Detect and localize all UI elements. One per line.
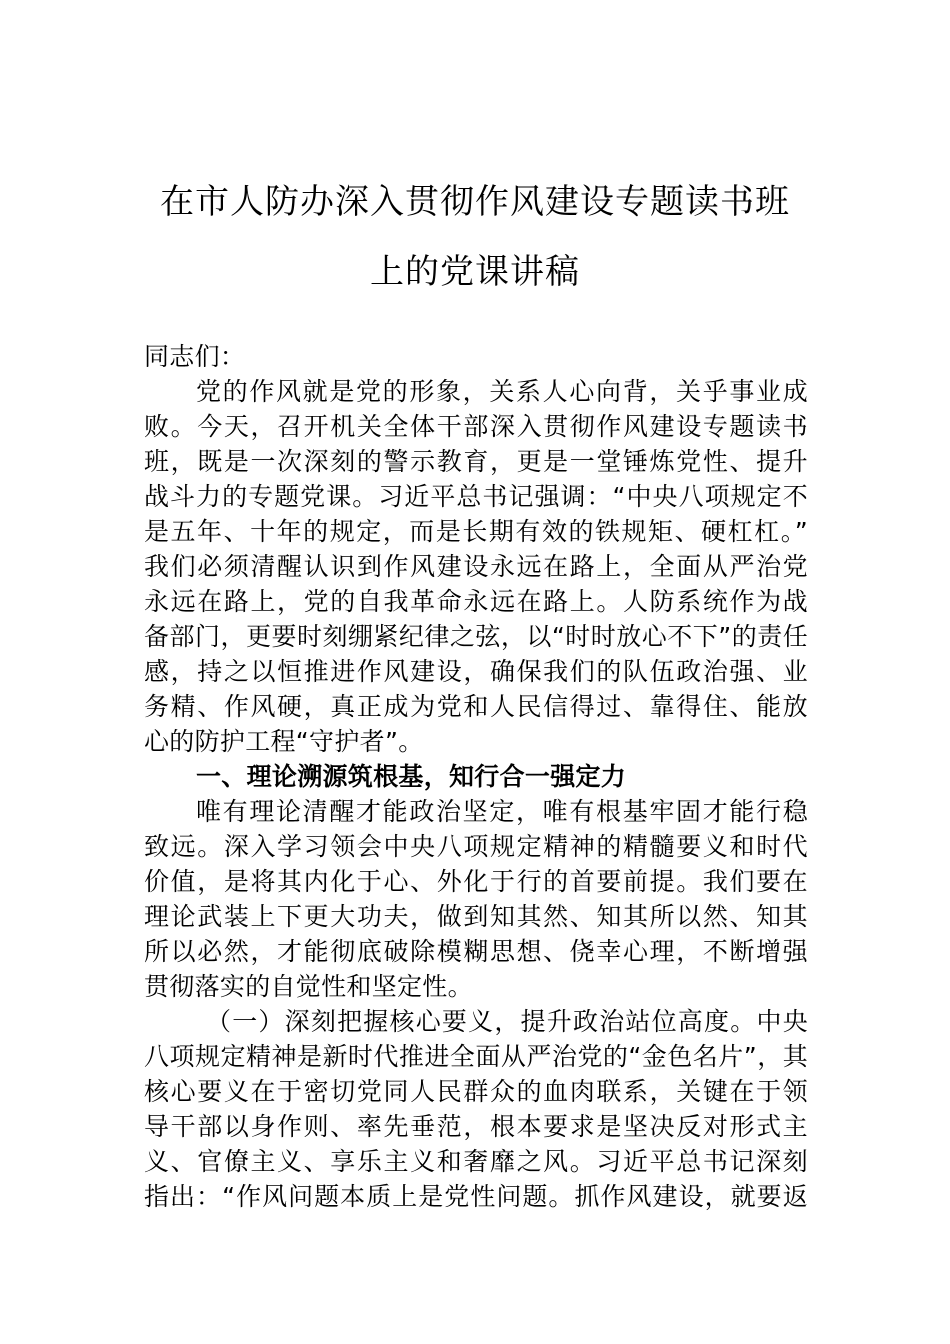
- body-line: 指出：“作风问题本质上是党性问题。抓作风建设，就要返: [144, 1182, 808, 1211]
- body-line: 所以必然，才能彻底破除模糊思想、侥幸心理，不断增强: [144, 937, 808, 966]
- body-line: 心的防护工程“守护者”。: [144, 727, 424, 756]
- body-line: 义、官僚主义、享乐主义和奢靡之风。习近平总书记深刻: [144, 1147, 808, 1176]
- body-line: 导干部以身作则、率先垂范，根本要求是坚决反对形式主: [144, 1112, 808, 1141]
- body-line: 致远。深入学习领会中央八项规定精神的精髓要义和时代: [144, 832, 808, 861]
- body-line: 感，持之以恒推进作风建设，确保我们的队伍政治强、业: [144, 657, 808, 686]
- section-heading: 一、理论溯源筑根基，知行合一强定力: [196, 762, 627, 791]
- body-line: 是五年、十年的规定，而是长期有效的铁规矩、硬杠杠。”: [144, 517, 808, 546]
- document-title-line-2: 上的党课讲稿: [370, 252, 580, 292]
- salutation: 同志们：: [144, 342, 246, 371]
- body-line: 永远在路上，党的自我革命永远在路上。人防系统作为战: [144, 587, 808, 616]
- body-line: 理论武装上下更大功夫，做到知其然、知其所以然、知其: [144, 902, 808, 931]
- body-line: 我们必须清醒认识到作风建设永远在路上，全面从严治党: [144, 552, 808, 581]
- subsection-line: （一）深刻把握核心要义，提升政治站位高度。中央: [206, 1007, 808, 1036]
- body-line: 战斗力的专题党课。习近平总书记强调：“中央八项规定不: [144, 482, 808, 511]
- body-line: 核心要义在于密切党同人民群众的血肉联系，关键在于领: [144, 1077, 808, 1106]
- body-line: 务精、作风硬，真正成为党和人民信得过、靠得住、能放: [144, 692, 808, 721]
- body-line: 贯彻落实的自觉性和坚定性。: [144, 972, 473, 1001]
- body-line: 党的作风就是党的形象，关系人心向背，关乎事业成: [196, 377, 808, 406]
- document-title-line-1: 在市人防办深入贯彻作风建设专题读书班: [160, 182, 790, 222]
- body-line: 备部门，更要时刻绷紧纪律之弦，以“时时放心不下”的责任: [144, 622, 808, 651]
- body-line: 价值，是将其内化于心、外化于行的首要前提。我们要在: [144, 867, 808, 896]
- body-line: 败。今天，召开机关全体干部深入贯彻作风建设专题读书: [144, 412, 808, 441]
- body-line: 唯有理论清醒才能政治坚定，唯有根基牢固才能行稳: [196, 797, 808, 826]
- body-line: 八项规定精神是新时代推进全面从严治党的“金色名片”，其: [144, 1042, 808, 1071]
- body-line: 班，既是一次深刻的警示教育，更是一堂锤炼党性、提升: [144, 447, 808, 476]
